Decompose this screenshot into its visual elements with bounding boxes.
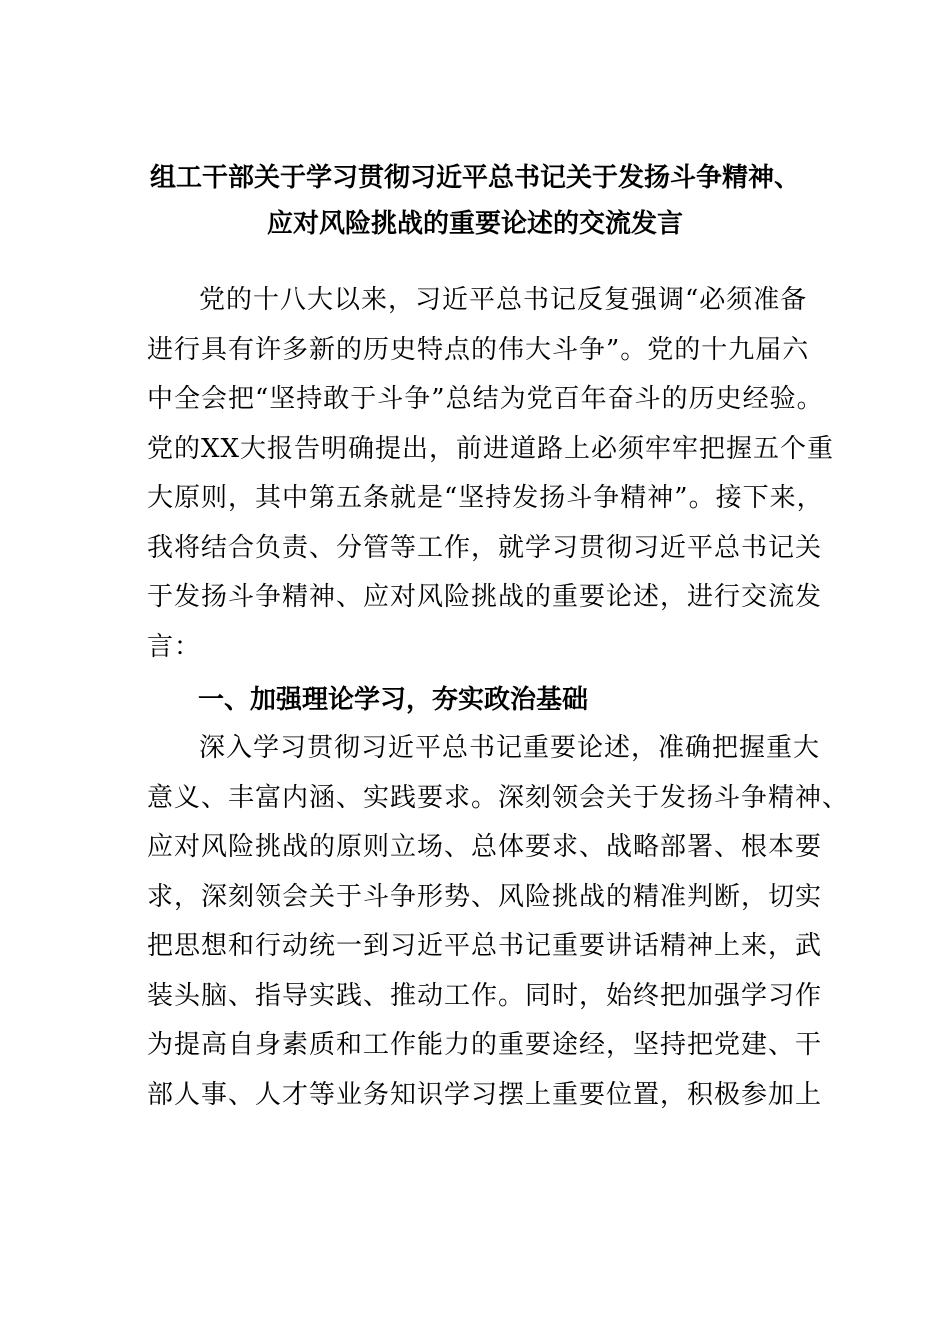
paragraph-line: 应对风险挑战的原则立场、总体要求、战略部署、根本要 (147, 832, 823, 862)
paragraph-line: 装头脑、指导实践、推动工作。同时，始终把加强学习作 (147, 980, 823, 1011)
document-title-line-2: 应对风险挑战的重要论述的交流发言 (266, 209, 683, 239)
paragraph-line: 求，深刻领会关于斗争形势、风险挑战的精准判断，切实 (147, 881, 823, 912)
paragraph-line: 进行具有许多新的历史特点的伟大斗争”。党的十九届六 (147, 334, 810, 365)
section-heading-1: 一、加强理论学习，夯实政治基础 (198, 685, 589, 715)
paragraph-line: 大原则，其中第五条就是“坚持发扬斗争精神”。接下来， (147, 483, 824, 513)
paragraph-line: 党的XX大报告明确提出，前进道路上必须牢牢把握五个重 (147, 433, 835, 464)
paragraph-line: 部人事、人才等业务知识学习摆上重要位置，积极参加上 (147, 1079, 823, 1110)
paragraph-line: 意义、丰富内涵、实践要求。深刻领会关于发扬斗争精神、 (147, 782, 850, 813)
paragraph-line: 我将结合负责、分管等工作，就学习贯彻习近平总书记关 (147, 532, 823, 563)
paragraph-line: 为提高自身素质和工作能力的重要途经，坚持把党建、干 (147, 1030, 823, 1060)
intro-paragraph (147, 276, 835, 672)
paragraph-line: 把思想和行动统一到习近平总书记重要讲话精神上来，武 (147, 931, 823, 961)
paragraph-line: 党的十八大以来，习近平总书记反复强调“必须准备 (199, 285, 808, 315)
section-1-paragraph (147, 724, 850, 1120)
paragraph-line: 中全会把“坚持敢于斗争”总结为党百年奋斗的历史经验。 (147, 384, 824, 414)
paragraph-line: 深入学习贯彻习近平总书记重要论述，准确把握重大 (199, 733, 821, 763)
paragraph-line: 言： (147, 631, 202, 662)
paragraph-line: 于发扬斗争精神、应对风险挑战的重要论述，进行交流发 (147, 582, 823, 612)
document-title-line-1: 组工干部关于学习贯彻习近平总书记关于发扬斗争精神、 (149, 163, 800, 193)
